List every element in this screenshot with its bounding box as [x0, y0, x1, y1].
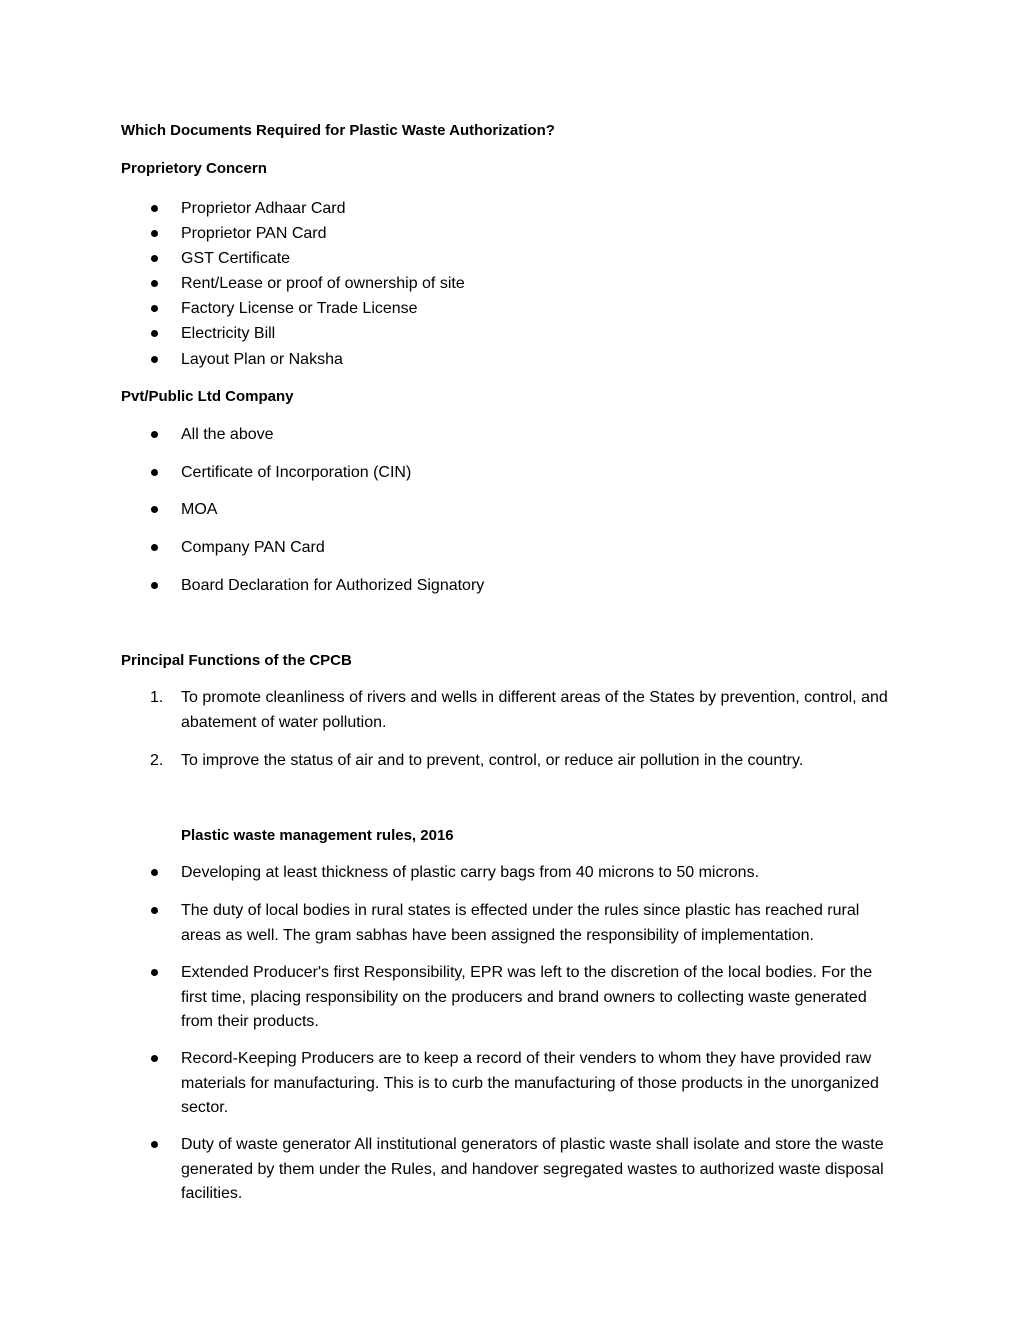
bullet-icon: [151, 356, 158, 363]
list-item-text: Electricity Bill: [181, 325, 276, 342]
list-item-text: Factory License or Trade License: [181, 300, 418, 317]
list-item-text: Certificate of Incorporation (CIN): [181, 464, 412, 481]
bullet-icon: [151, 1141, 158, 1148]
list-item-text: Company PAN Card: [181, 539, 325, 556]
list-item-text: Record-Keeping Producers are to keep a record of their venders to whom they have provided raw materials for manufacturing. This is to curb the manufacturing of those products in the unorganized sector.: [181, 1050, 879, 1116]
bullet-icon: [151, 1055, 158, 1062]
list-item-text: Layout Plan or Naksha: [181, 351, 343, 368]
rules-heading: Plastic waste management rules, 2016: [181, 827, 454, 844]
bullet-icon: [151, 869, 158, 876]
list-item-text: Rent/Lease or proof of ownership of site: [181, 275, 465, 292]
list-item-number: 1.: [150, 689, 164, 706]
list-item-text: To improve the status of air and to prevent, control, or reduce air pollution in the country.: [181, 752, 804, 769]
list-item-text: Developing at least thickness of plastic carry bags from 40 microns to 50 microns.: [181, 864, 760, 881]
bullet-icon: [151, 255, 158, 262]
bullet-icon: [151, 305, 158, 312]
list-item-text: GST Certificate: [181, 250, 291, 267]
list-item-text: Proprietor PAN Card: [181, 225, 327, 242]
list-item-text: Extended Producer's first Responsibility, EPR was left to the discretion of the local bodies. For the first time, placing responsibility on the producers and brand owners to collecting waste generated from their products.: [181, 964, 873, 1030]
list-item-text: The duty of local bodies in rural states is effected under the rules since plastic has reached rural areas as well. The gram sabhas have been assigned the responsibility of implementation.: [181, 902, 860, 944]
list-item-number: 2.: [150, 752, 164, 769]
company-heading: Pvt/Public Ltd Company: [121, 388, 294, 405]
cpcb-heading: Principal Functions of the CPCB: [121, 652, 352, 669]
bullet-icon: [151, 544, 158, 551]
bullet-icon: [151, 506, 158, 513]
bullet-icon: [151, 469, 158, 476]
list-item-text: All the above: [181, 426, 274, 443]
list-item-text: MOA: [181, 501, 218, 518]
main-heading: Which Documents Required for Plastic Waste Authorization?: [121, 122, 555, 139]
list-item-text: Duty of waste generator All institutional generators of plastic waste shall isolate and store the waste generated by them under the Rules, and handover segregated wastes to authorized waste disposal facilities.: [181, 1136, 884, 1202]
bullet-icon: [151, 205, 158, 212]
list-item-text: Board Declaration for Authorized Signatory: [181, 577, 485, 594]
bullet-icon: [151, 230, 158, 237]
bullet-icon: [151, 582, 158, 589]
bullet-icon: [151, 330, 158, 337]
proprietary-heading: Proprietory Concern: [121, 160, 267, 177]
bullet-icon: [151, 907, 158, 914]
bullet-icon: [151, 969, 158, 976]
bullet-icon: [151, 280, 158, 287]
list-item-text: To promote cleanliness of rivers and wells in different areas of the States by prevention, control, and abatement of water pollution.: [181, 689, 888, 731]
list-item-text: Proprietor Adhaar Card: [181, 200, 346, 217]
bullet-icon: [151, 431, 158, 438]
